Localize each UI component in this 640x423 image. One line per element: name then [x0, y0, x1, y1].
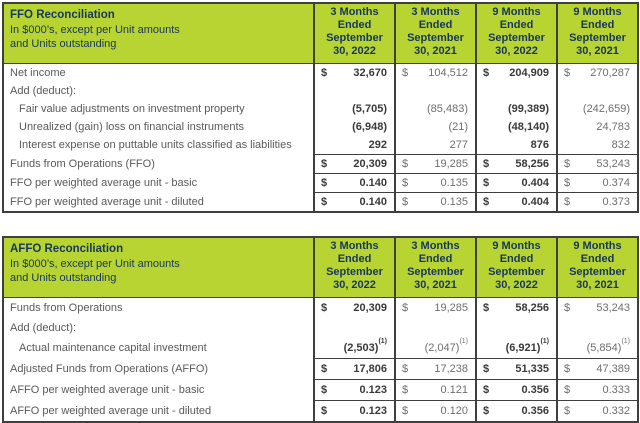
- table-row: [3, 118, 638, 136]
- cell-value: 0.140: [359, 177, 387, 189]
- cell-value: 51,335: [515, 363, 549, 375]
- cell-value: 104,512: [428, 67, 468, 79]
- affo-reconciliation-table: [2, 236, 639, 423]
- value-cell: [557, 401, 638, 423]
- column-header-line: September: [407, 32, 464, 44]
- cell-value: 19,285: [434, 158, 468, 170]
- value-cell: [476, 155, 557, 174]
- column-header: [557, 3, 638, 64]
- column-header-line: September: [407, 266, 464, 278]
- column-header-line: 30, 2021: [576, 45, 619, 57]
- row-label: Adjusted Funds from Operations (AFFO): [10, 363, 209, 375]
- dollar-sign: $: [402, 196, 409, 208]
- cell-value: 204,909: [509, 67, 549, 79]
- value-cell: [476, 380, 557, 401]
- value-cell: [557, 174, 638, 193]
- table-row: [3, 318, 638, 338]
- cell-value: (5,705): [352, 103, 387, 115]
- column-header-line: 3 Months: [411, 6, 460, 18]
- value-cell: [395, 401, 476, 423]
- value-cell: [557, 155, 638, 174]
- dollar-sign: $: [564, 405, 571, 417]
- value-cell: [395, 155, 476, 174]
- row-label: AFFO per weighted average unit - basic: [10, 384, 205, 396]
- dollar-sign: $: [483, 177, 490, 189]
- table-row: [3, 155, 638, 174]
- column-header: [314, 3, 395, 64]
- cell-value: 0.121: [440, 384, 468, 396]
- table-row: [3, 338, 638, 359]
- row-label: Fair value adjustments on investment property: [19, 103, 245, 115]
- value-cell: [314, 359, 395, 380]
- table-title: FFO Reconciliation: [10, 9, 115, 21]
- value-cell: [476, 359, 557, 380]
- cell-value: 0.120: [440, 405, 468, 417]
- value-cell: [314, 118, 395, 136]
- dollar-sign: $: [483, 405, 490, 417]
- dollar-sign: $: [564, 302, 571, 314]
- dollar-sign: $: [564, 158, 571, 170]
- value-cell: [395, 82, 476, 100]
- cell-value: 20,309: [353, 302, 387, 314]
- value-cell: [557, 318, 638, 338]
- column-header-line: 3 Months: [411, 240, 460, 252]
- value-cell: [476, 82, 557, 100]
- column-header-line: 30, 2021: [414, 45, 457, 57]
- cell-value: 53,243: [596, 302, 630, 314]
- column-header-line: Ended: [337, 19, 372, 31]
- value-cell: [314, 82, 395, 100]
- cell-value: 270,287: [590, 67, 630, 79]
- value-cell: [557, 338, 638, 359]
- value-cell: [395, 136, 476, 155]
- column-header-line: 9 Months: [573, 240, 622, 252]
- value-cell: [314, 136, 395, 155]
- dollar-sign: $: [321, 363, 328, 375]
- cell-value: 47,389: [596, 363, 630, 375]
- value-cell: [557, 118, 638, 136]
- value-cell: [476, 318, 557, 338]
- dollar-sign: $: [483, 302, 490, 314]
- column-header-line: 30, 2022: [333, 45, 376, 57]
- row-label: FFO per weighted average unit - basic: [10, 177, 198, 189]
- footnote-marker: (1): [378, 338, 387, 346]
- column-header-line: September: [569, 32, 626, 44]
- value-cell: [314, 174, 395, 193]
- cell-value: 58,256: [515, 158, 549, 170]
- value-cell: [314, 380, 395, 401]
- cell-value: 58,256: [515, 302, 549, 314]
- dollar-sign: $: [402, 384, 409, 396]
- cell-value: (242,659): [582, 103, 630, 115]
- table-row: [3, 380, 638, 401]
- table-title: AFFO Reconciliation: [10, 243, 124, 255]
- table-row: [3, 82, 638, 100]
- row-label: Unrealized (gain) loss on financial instruments: [19, 121, 244, 133]
- dollar-sign: $: [564, 177, 571, 189]
- cell-value: (6,921): [505, 342, 541, 354]
- header-row: [3, 3, 638, 64]
- cell-value: 17,806: [353, 363, 387, 375]
- dollar-sign: $: [402, 363, 409, 375]
- column-header-line: 30, 2021: [576, 279, 619, 291]
- table-row: [3, 64, 638, 83]
- row-label: Add (deduct):: [10, 322, 77, 334]
- value-cell: [395, 193, 476, 213]
- value-cell: [314, 401, 395, 423]
- row-label: FFO per weighted average unit - diluted: [10, 195, 204, 208]
- dollar-sign: $: [321, 384, 328, 396]
- dollar-sign: $: [483, 196, 490, 208]
- value-cell: [476, 64, 557, 83]
- value-cell: [314, 318, 395, 338]
- column-header-line: 30, 2022: [495, 279, 538, 291]
- dollar-sign: $: [402, 302, 409, 314]
- value-cell: [476, 174, 557, 193]
- table-row: [3, 193, 638, 213]
- cell-value: (21): [448, 121, 468, 133]
- value-cell: [557, 298, 638, 319]
- cell-value: 0.123: [359, 384, 387, 396]
- dollar-sign: $: [483, 363, 490, 375]
- table-row: [3, 136, 638, 155]
- cell-value: 0.332: [602, 405, 630, 417]
- column-header-line: Ended: [580, 253, 615, 265]
- value-cell: [314, 155, 395, 174]
- column-header-line: 3 Months: [330, 240, 379, 252]
- dollar-sign: $: [483, 67, 490, 79]
- cell-value: (85,483): [427, 103, 468, 115]
- column-header: [395, 3, 476, 64]
- column-header-line: 9 Months: [492, 6, 541, 18]
- dollar-sign: $: [321, 405, 328, 417]
- cell-value: 32,670: [353, 67, 387, 79]
- cell-value: 24,783: [596, 121, 630, 133]
- cell-value: 0.123: [359, 405, 387, 417]
- table-header-cell: [3, 237, 314, 298]
- row-label: Net income: [10, 67, 66, 79]
- value-cell: [557, 64, 638, 83]
- value-cell: [476, 298, 557, 319]
- header-row: [3, 237, 638, 298]
- value-cell: [314, 64, 395, 83]
- column-header-line: 9 Months: [573, 6, 622, 18]
- value-cell: [314, 193, 395, 213]
- footnote-marker: (1): [459, 338, 468, 346]
- cell-value: (2,047): [424, 342, 460, 354]
- table-row: [3, 100, 638, 118]
- column-header-line: September: [326, 32, 383, 44]
- row-label: Funds from Operations: [10, 302, 123, 314]
- cell-value: (6,948): [352, 121, 387, 133]
- ffo-reconciliation-table: [2, 2, 639, 213]
- value-cell: [314, 100, 395, 118]
- table-row: [3, 359, 638, 380]
- cell-value: (99,389): [508, 103, 549, 115]
- footnote-marker: (1): [540, 338, 549, 346]
- table-subtitle: and Units outstanding: [10, 272, 117, 284]
- value-cell: [557, 193, 638, 213]
- cell-value: 0.135: [440, 177, 468, 189]
- row-label: Funds from Operations (FFO): [10, 158, 155, 170]
- dollar-sign: $: [321, 196, 328, 208]
- cell-value: 277: [449, 139, 468, 151]
- value-cell: [476, 401, 557, 423]
- table-subtitle: and Units outstanding: [10, 38, 117, 50]
- value-cell: [476, 136, 557, 155]
- value-cell: [395, 380, 476, 401]
- value-cell: [476, 100, 557, 118]
- column-header-line: 30, 2021: [414, 279, 457, 291]
- value-cell: [395, 64, 476, 83]
- column-header-line: September: [488, 266, 545, 278]
- column-header-line: 30, 2022: [333, 279, 376, 291]
- column-header-line: 9 Months: [492, 240, 541, 252]
- value-cell: [476, 193, 557, 213]
- value-cell: [557, 136, 638, 155]
- column-header: [395, 237, 476, 298]
- cell-value: 0.374: [602, 177, 630, 189]
- dollar-sign: $: [483, 384, 490, 396]
- cell-value: 832: [611, 139, 630, 151]
- column-header-line: 30, 2022: [495, 45, 538, 57]
- cell-value: 20,309: [353, 158, 387, 170]
- table-subtitle: In $000’s, except per Unit amounts: [10, 24, 180, 36]
- value-cell: [314, 338, 395, 359]
- column-header-line: 3 Months: [330, 6, 379, 18]
- cell-value: 53,243: [596, 158, 630, 170]
- dollar-sign: $: [564, 67, 571, 79]
- cell-value: 0.140: [359, 196, 387, 208]
- cell-value: 0.356: [521, 405, 549, 417]
- cell-value: 17,238: [434, 363, 468, 375]
- row-label: Actual maintenance capital investment: [19, 342, 207, 355]
- table-row: [3, 401, 638, 423]
- table-subtitle: In $000’s, except per Unit amounts: [10, 258, 180, 270]
- row-label: Add (deduct):: [10, 85, 77, 97]
- cell-value: 0.373: [602, 196, 630, 208]
- cell-value: 876: [530, 139, 549, 151]
- table-header-cell: [3, 3, 314, 64]
- column-header-line: Ended: [337, 253, 372, 265]
- cell-value: 0.333: [602, 384, 630, 396]
- cell-value: 19,285: [434, 302, 468, 314]
- column-header-line: Ended: [499, 253, 534, 265]
- column-header: [476, 237, 557, 298]
- column-header-line: Ended: [580, 19, 615, 31]
- column-header-line: Ended: [499, 19, 534, 31]
- value-cell: [395, 318, 476, 338]
- value-cell: [395, 298, 476, 319]
- column-header: [557, 237, 638, 298]
- dollar-sign: $: [402, 67, 409, 79]
- cell-value: (2,503): [343, 342, 379, 354]
- value-cell: [476, 118, 557, 136]
- cell-value: (48,140): [508, 121, 549, 133]
- column-header: [314, 237, 395, 298]
- column-header-line: Ended: [418, 19, 453, 31]
- dollar-sign: $: [564, 363, 571, 375]
- dollar-sign: $: [402, 158, 409, 170]
- table-row: [3, 298, 638, 319]
- value-cell: [557, 82, 638, 100]
- column-header-line: September: [326, 266, 383, 278]
- row-label: AFFO per weighted average unit - diluted: [10, 404, 212, 417]
- dollar-sign: $: [321, 158, 328, 170]
- value-cell: [476, 338, 557, 359]
- column-header-line: September: [569, 266, 626, 278]
- dollar-sign: $: [402, 405, 409, 417]
- cell-value: (5,854): [586, 342, 622, 354]
- cell-value: 292: [368, 139, 387, 151]
- value-cell: [395, 100, 476, 118]
- dollar-sign: $: [321, 67, 328, 79]
- cell-value: 0.356: [521, 384, 549, 396]
- cell-value: 0.135: [440, 196, 468, 208]
- column-header-line: September: [488, 32, 545, 44]
- value-cell: [395, 118, 476, 136]
- value-cell: [314, 298, 395, 319]
- dollar-sign: $: [483, 158, 490, 170]
- cell-value: 0.404: [521, 196, 549, 208]
- value-cell: [395, 338, 476, 359]
- dollar-sign: $: [321, 177, 328, 189]
- dollar-sign: $: [564, 384, 571, 396]
- dollar-sign: $: [402, 177, 409, 189]
- row-label: Interest expense on puttable units classified as liabilities: [19, 139, 292, 152]
- value-cell: [557, 359, 638, 380]
- footnote-marker: (1): [621, 338, 630, 346]
- table-row: [3, 174, 638, 193]
- dollar-sign: $: [321, 302, 328, 314]
- cell-value: 0.404: [521, 177, 549, 189]
- value-cell: [557, 380, 638, 401]
- dollar-sign: $: [564, 196, 571, 208]
- column-header-line: Ended: [418, 253, 453, 265]
- column-header: [476, 3, 557, 64]
- value-cell: [557, 100, 638, 118]
- value-cell: [395, 359, 476, 380]
- value-cell: [395, 174, 476, 193]
